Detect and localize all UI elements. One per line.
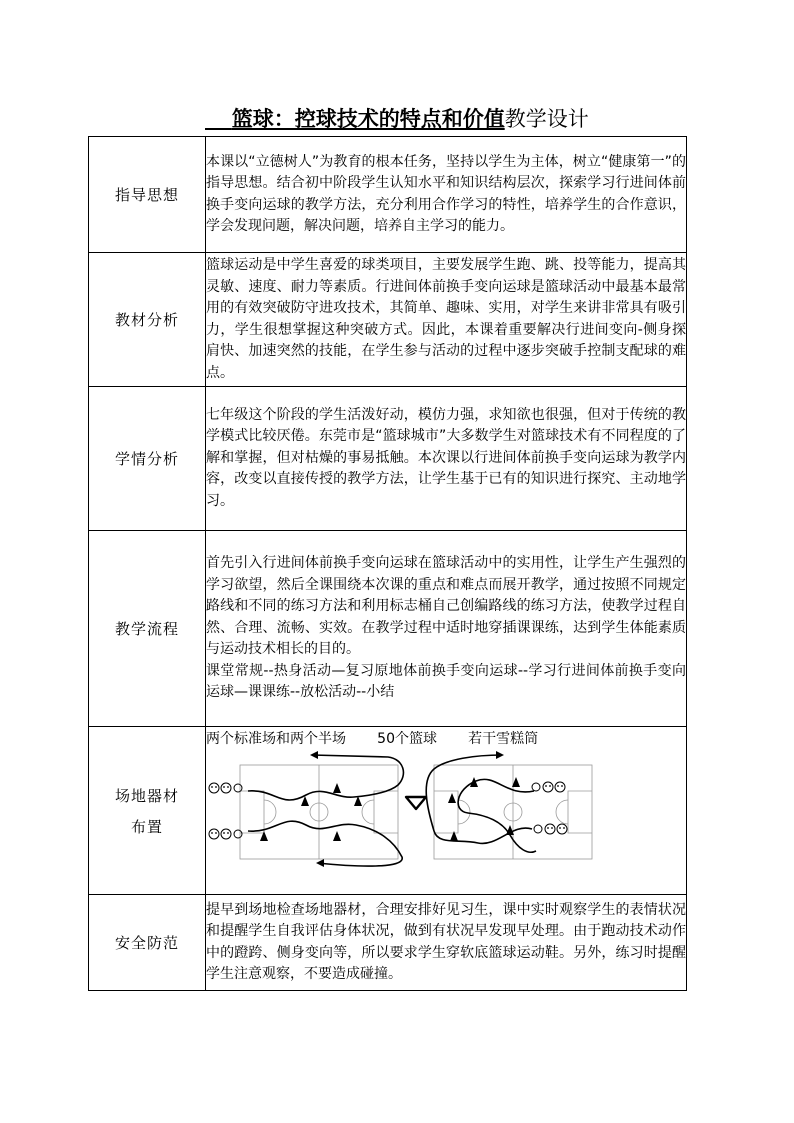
- content-venue-equipment: [206, 727, 687, 895]
- label-teaching-process: 教学流程: [89, 531, 206, 727]
- text-teaching-process: 首先引入行进间体前换手变向运球在篮球活动中的实用性，让学生产生强烈的学习欲望，然后全课围绕本次课的重点和难点而展开教学，通过按照不同规定路线和不同的练习方法和利用标志桶自己创编路线的练习方法，使教学过程自然、合理、流畅、实效。在教学过程中适时地穿插课课练，达到学生体能素质与运动技术相长的目的。: [206, 555, 686, 658]
- content-teaching-process: [206, 531, 687, 727]
- left-court: [240, 765, 398, 859]
- label-venue-line2: 布置: [130, 817, 163, 836]
- text-material-analysis: 篮球运动是中学生喜爱的球类项目，主要发展学生跑、跳、投等能力，提高其灵敏、速度、耐力等素质。行进间体前换手变向运球是篮球活动中最基本最常用的有效突破防守进攻技术，其简单、趣味、实用，对学生来讲非常具有吸引力，学生很想掌握这种突破方式。因此，本课着重要解决行进间变向-侧身探肩快、加速突然的技能，在学生参与活动的过程中逐步突破手控制支配球的难点。: [206, 257, 686, 381]
- content-guiding-thought: [206, 137, 687, 253]
- venue-item-cones: 若干雪糕筒: [468, 731, 539, 747]
- title-normal: 教学设计: [504, 107, 589, 131]
- content-student-analysis: [206, 387, 687, 531]
- row-material-analysis: [89, 253, 687, 387]
- text-guiding-thought: 本课以“立德树人”为教育的根本任务，坚持以学生为主体，树立“健康第一”的指导思想。结合初中阶段学生认知水平和知识结构层次，探索学习行进间体前换手变向运球的教学方法，充分利用合作学习的特性，培养学生的合作意识，学会发现问题，解决问题，培养自主学习的能力。: [206, 153, 686, 234]
- content-safety: [206, 895, 687, 991]
- right-arrowhead-top: [496, 751, 504, 759]
- venue-item-courts: 两个标准场和两个半场: [206, 731, 346, 747]
- text-teaching-flow: 课堂常规--热身活动—复习原地体前换手变向运球--学习行进间体前换手变向运球—课课练--放松活动--小结: [206, 662, 686, 701]
- label-material-analysis: 教材分析: [89, 253, 206, 387]
- title-bold: 篮球：控球技术的特点和价值: [231, 107, 505, 131]
- right-court: [434, 765, 592, 859]
- text-safety: 提早到场地检查场地器材，合理安排好见习生，课中实时观察学生的表情状况和提醒学生自我评估身体状况，做到有状况早发现早处理。由于跑动技术动作中的蹬跨、侧身变向等，所以要求学生穿软底篮球运动鞋。另外，练习时提醒学生注意观察，不要造成碰撞。: [206, 901, 686, 982]
- content-material-analysis: [206, 253, 687, 387]
- row-venue-equipment: [89, 727, 687, 895]
- text-student-analysis: 七年级这个阶段的学生活泼好动，模仿力强，求知欲也很强，但对于传统的教学模式比较厌倦。东莞市是“篮球城市”大多数学生对篮球技术有不同程度的了解和掌握，但对枯燥的事易抵触。本次课以行进间体前换手变向运球为教学内容，改变以直接传授的教学方法，让学生基于已有的知识进行探究、主动地学习。: [206, 406, 686, 509]
- left-arrowhead-top: [310, 751, 318, 759]
- court-layout-svg: [206, 751, 676, 871]
- transition-symbol: [406, 797, 426, 809]
- label-student-analysis: 学情分析: [89, 387, 206, 531]
- document-title: [205, 104, 675, 134]
- left-arrowhead-bottom: [316, 859, 324, 867]
- row-guiding-thought: [89, 137, 687, 253]
- label-venue-equipment: [89, 727, 206, 895]
- venue-item-balls: 50个篮球: [377, 731, 437, 747]
- label-venue-line1: 场地器材: [114, 786, 179, 805]
- venue-equipment-list: [206, 727, 686, 751]
- label-safety: 安全防范: [89, 895, 206, 991]
- row-safety: [89, 895, 687, 991]
- court-diagram: [206, 751, 686, 871]
- left-route-paths: [248, 755, 403, 866]
- row-teaching-process: [89, 531, 687, 727]
- right-route-paths: [426, 755, 536, 852]
- label-guiding-thought: 指导思想: [89, 137, 206, 253]
- cones: [260, 777, 520, 841]
- row-student-analysis: [89, 387, 687, 531]
- lesson-plan-table: [88, 136, 687, 991]
